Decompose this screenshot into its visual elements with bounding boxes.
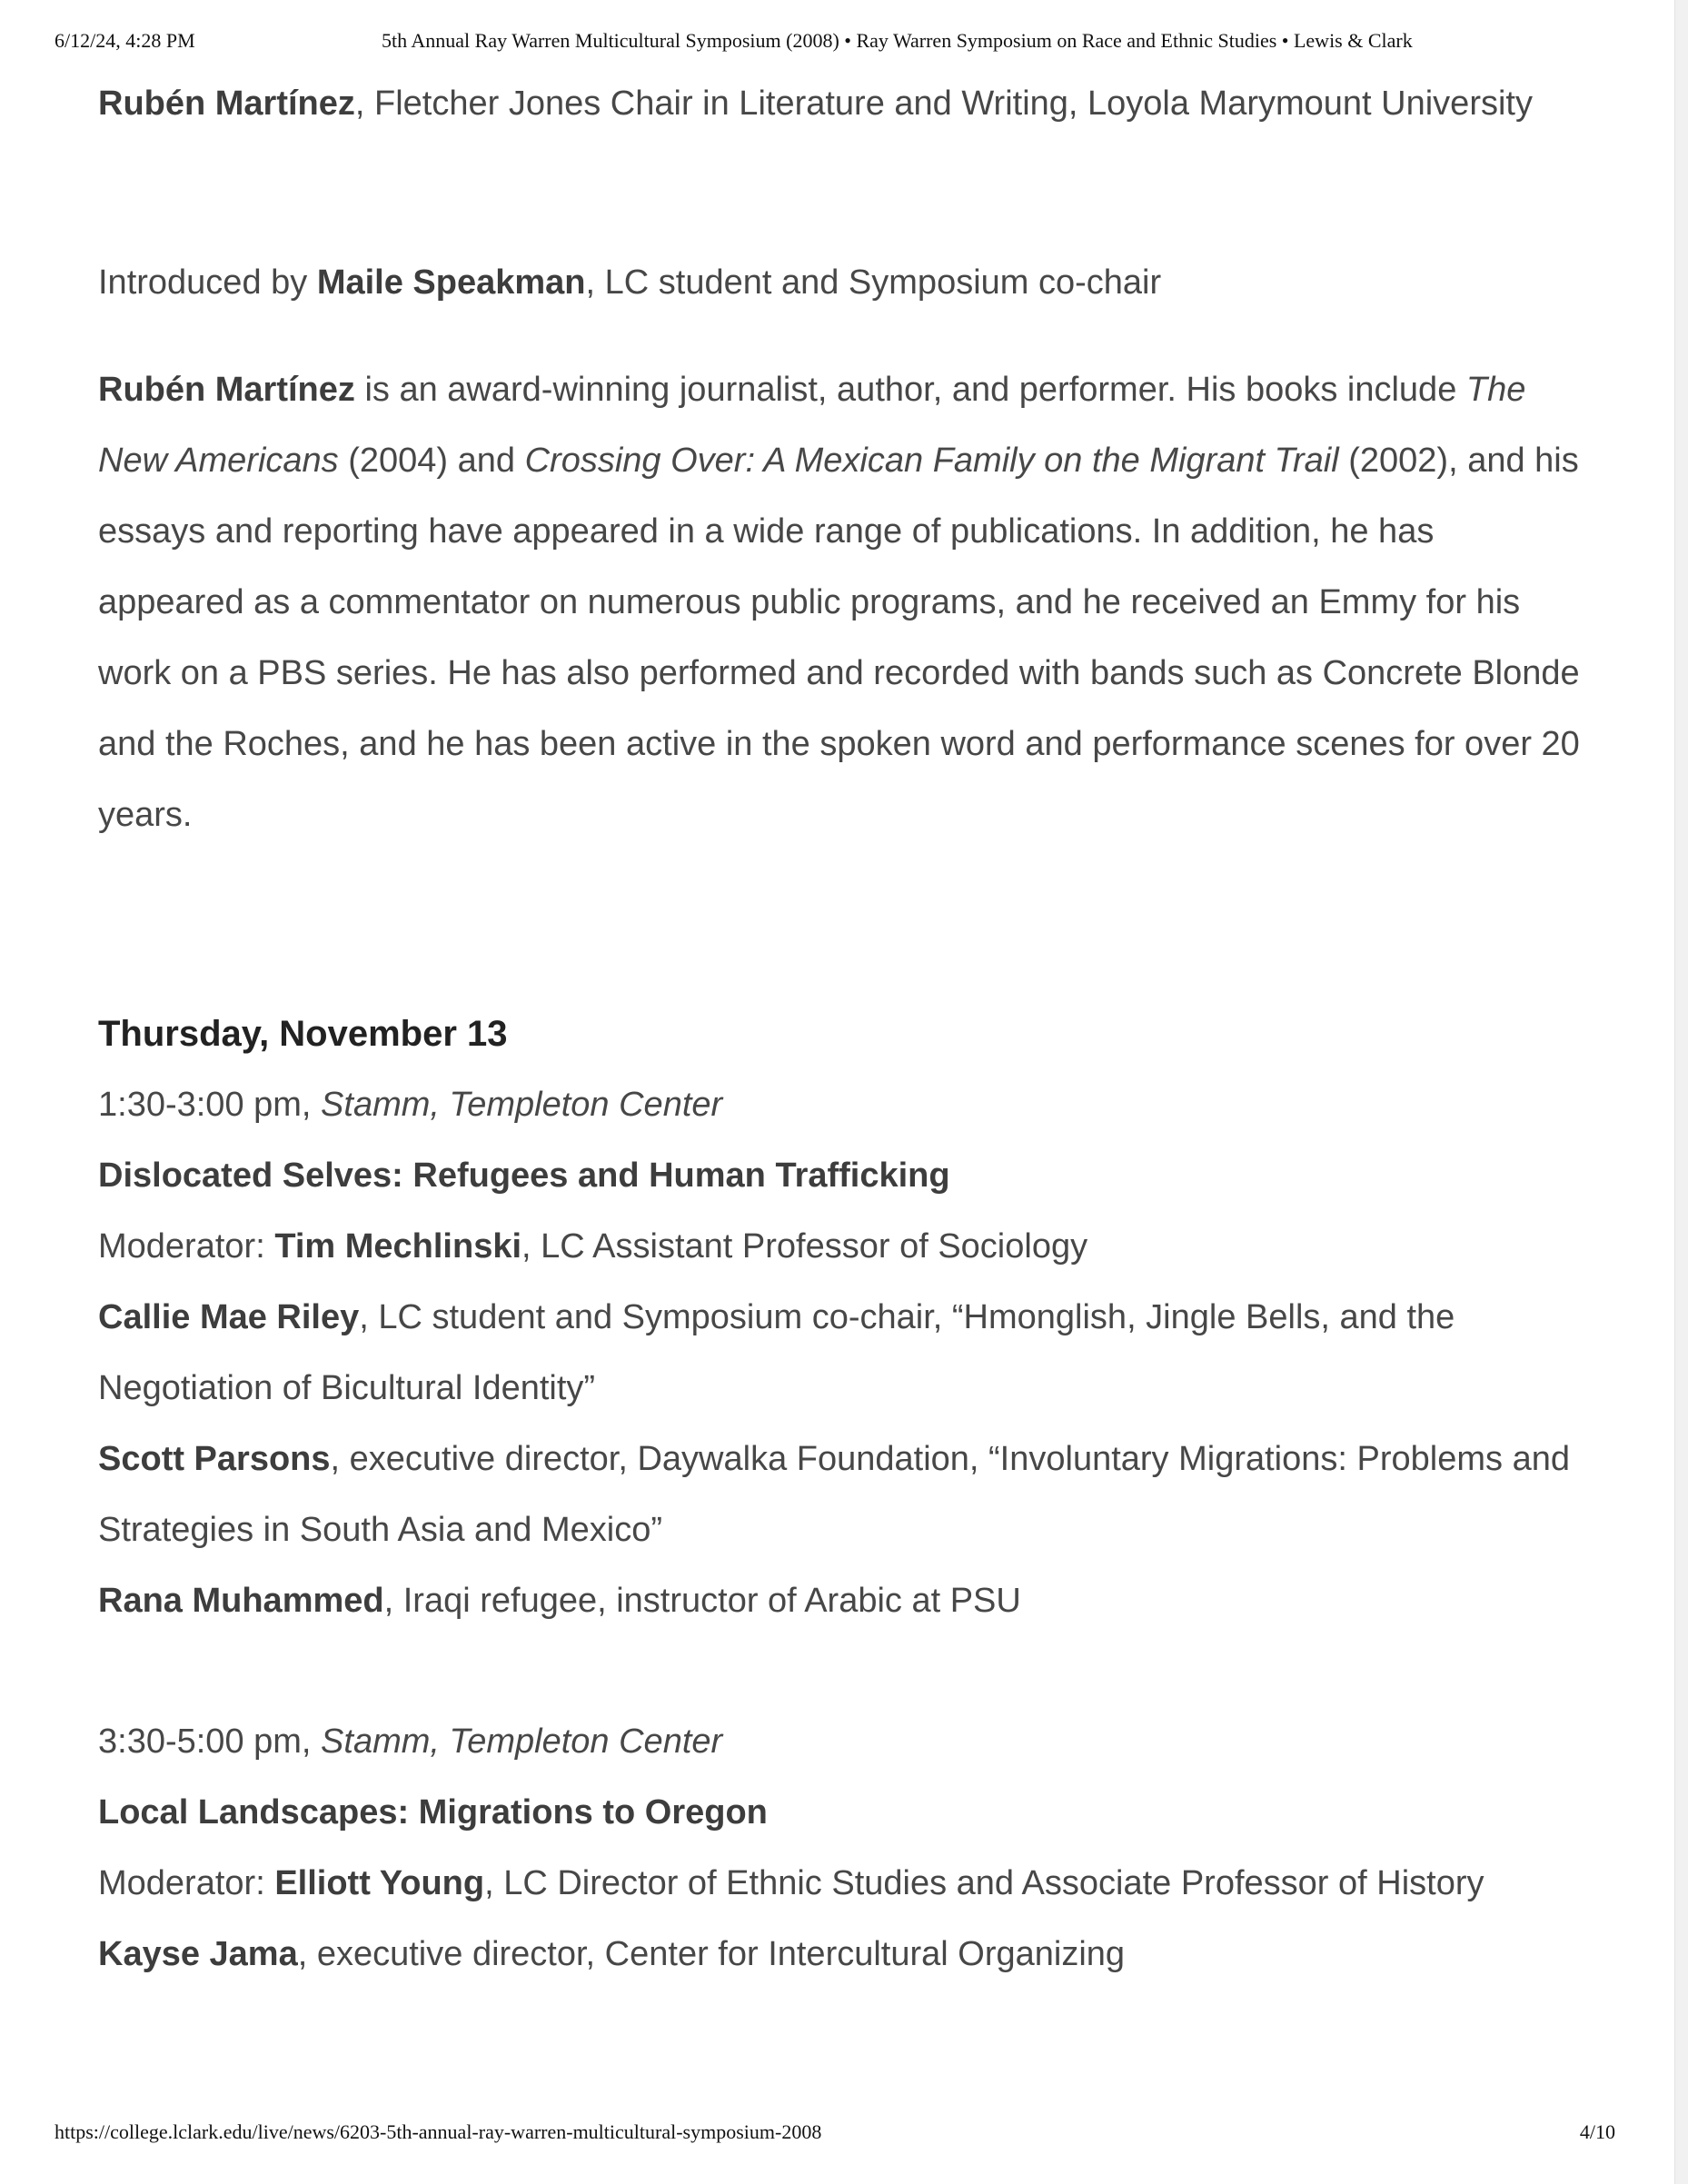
session-1-location: Stamm, Templeton Center [321,1086,723,1124]
session-1-speaker [98,1565,1588,1636]
page-number: 4/10 [1579,2120,1615,2143]
day-section [98,998,1588,1069]
session-1-speaker [98,1424,1588,1565]
speaker-desc: , executive director, Daywalka Foundation, “Involuntary Migrations: Problems and Strategies in South Asia and Mexico” [98,1440,1570,1549]
speaker-name: Rana Muhammed [98,1582,384,1620]
keynote-speaker-title: , Fletcher Jones Chair in Literature and Writing, Loyola Marymount University [354,84,1533,123]
speaker-name: Scott Parsons [98,1440,331,1478]
keynote-speaker-name: Rubén Martínez [98,84,355,123]
speaker-name: Kayse Jama [98,1935,298,1973]
intro-name: Maile Speakman [316,263,586,302]
print-footer [55,2120,1615,2148]
session-1-moderator-name: Tim Mechlinski [274,1227,522,1266]
keynote-speaker [98,68,1588,139]
speaker-desc: , executive director, Center for Intercultural Organizing [297,1935,1126,1973]
print-page-title: 5th Annual Ray Warren Multicultural Symposium (2008) • Ray Warren Symposium on Race and Ethnic Studies • Lewis & Clark [382,29,1413,52]
speaker-desc: , Iraqi refugee, instructor of Arabic at PSU [383,1582,1021,1620]
day-heading: Thursday, November 13 [98,1014,508,1054]
keynote-introduction [98,247,1588,318]
intro-prefix: Introduced by [98,263,317,302]
keynote-bio [98,354,1588,850]
print-date: 6/12/24, 4:28 PM [55,29,195,52]
session-1-moderator: Moderator: Tim Mechlinski, LC Assistant Professor of Sociology [98,1227,1088,1266]
speaker-desc: , LC student and Symposium co-chair, “Hmonglish, Jingle Bells, and the Negotiation of Bicultural Identity” [98,1298,1455,1407]
session-2 [98,1706,1588,1990]
session-2-title: Local Landscapes: Migrations to Oregon [98,1793,768,1832]
session-2-moderator-name: Elliott Young [274,1864,485,1902]
session-1-title: Dislocated Selves: Refugees and Human Trafficking [98,1157,950,1195]
bio-text-1: is an award-winning journalist, author, and performer. His books include [354,371,1466,409]
session-2-speaker [98,1919,1588,1990]
session-2-time: 3:30-5:00 pm, Stamm, Templeton Center [98,1722,723,1761]
scrollbar[interactable] [1674,0,1688,2184]
bio-name: Rubén Martínez [98,371,355,409]
bio-text-2: (2004) and [338,442,525,480]
session-1-speaker [98,1282,1588,1424]
intro-suffix: , LC student and Symposium co-chair [585,263,1162,302]
bio-book-2: Crossing Over: A Mexican Family on the Migrant Trail [524,442,1339,480]
bio-text-3: (2002), and his essays and reporting have appeared in a wide range of publications. In addition, he has appeared as a commentator on numerous public programs, and he received an Emmy for his work on a PBS series. He has also performed and recorded with bands such as Concrete Blonde and the Roches, and he has been active in the spoken word and performance scenes for over 20 years. [98,442,1580,834]
session-1-time: 1:30-3:00 pm, Stamm, Templeton Center [98,1086,723,1124]
session-2-moderator: Moderator: Elliott Young, LC Director of Ethnic Studies and Associate Professor of History [98,1864,1484,1902]
session-2-location: Stamm, Templeton Center [321,1722,723,1761]
print-url: https://college.lclark.edu/live/news/6203-5th-annual-ray-warren-multicultural-symposium-2008 [55,2120,822,2143]
speaker-name: Callie Mae Riley [98,1298,360,1336]
print-header [55,29,1633,56]
bio-book-1: The New Americans [98,371,1526,480]
session-1 [98,1069,1588,1636]
